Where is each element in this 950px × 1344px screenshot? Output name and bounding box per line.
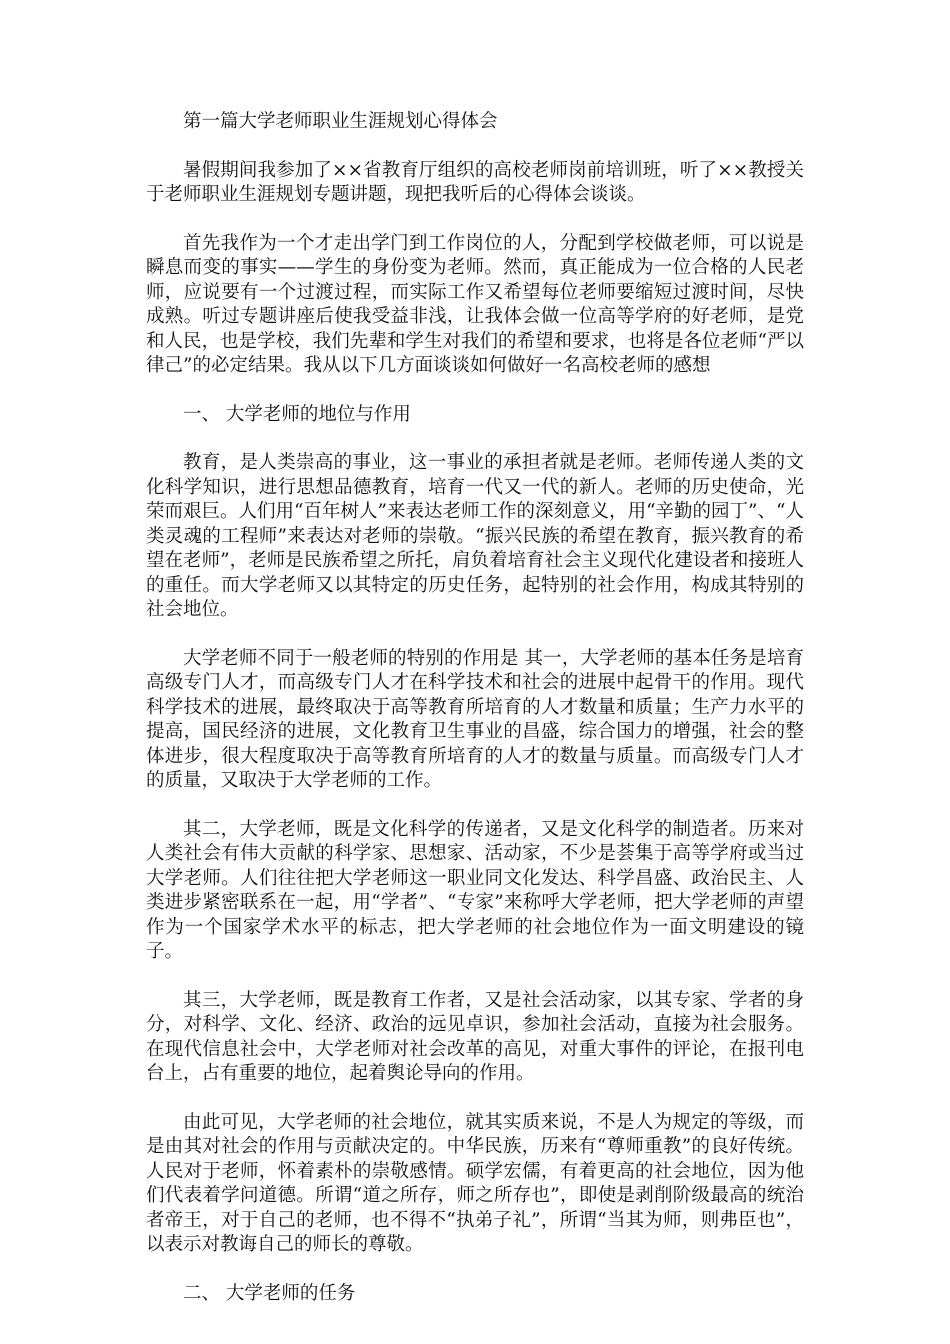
document-body <box>146 110 804 1330</box>
section1-paragraph-4: 其三，大学老师，既是教育工作者，又是社会活动家，以其专家、学者的身分，对科学、文化、经济、政治的远见卓识，参加社会活动，直接为社会服务。在现代信息社会中，大学老师对社会改革的高见，对重大事件的评论，在报刊电台上，占有重要的地位，起着舆论导向的作用。 <box>146 989 804 1084</box>
document-title: 第一篇大学老师职业生涯规划心得体会 <box>183 111 498 132</box>
section-heading-2: 二、 大学老师的任务 <box>183 1282 356 1304</box>
section-heading-1: 一、 大学老师的地位与作用 <box>183 403 411 425</box>
intro-paragraph-2: 首先我作为一个才走出学门到工作岗位的人，分配到学校做老师，可以说是瞬息而变的事实——学生的身份变为老师。然而，真正能成为一位合格的人民老师，应说要有一个过渡过程，而实际工作又希望每位老师要缩短过渡时间，尽快成熟。听过专题讲座后使我受益非浅，让我体会做一位高等学府的好老师，是党和人民，也是学校，我们先辈和学生对我们的希望和要求，也将是各位老师“严以律己”的必定结果。我从以下几方面谈谈如何做好一名高校老师的感想 <box>146 232 804 376</box>
section1-paragraph-3: 其二，大学老师，既是文化科学的传递者，又是文化科学的制造者。历来对人类社会有伟大贡献的科学家、思想家、活动家，不少是荟集于高等学府或当过大学老师。人们往往把大学老师这一职业同文化发达、科学昌盛、政治民主、人类进步紧密联系在一起，用“学者”、“专家”来称呼大学老师，把大学老师的声望作为一个国家学术水平的标志，把大学老师的社会地位作为一面文明建设的镜子。 <box>146 818 804 962</box>
section1-paragraph-1: 教育，是人类崇高的事业，这一事业的承担者就是老师。老师传递人类的文化科学知识，进行思想品德教育，培育一代又一代的新人。老师的历史使命，光荣而艰巨。人们用“百年树人”来表达老师工作的深刻意义，用“辛勤的园丁”、“人类灵魂的工程师”来表达对老师的崇敬。“振兴民族的希望在教育，振兴教育的希望在老师”，老师是民族希望之所托，肩负着培育社会主义现代化建设者和接班人的重任。而大学老师又以其特定的历史任务，起特别的社会作用，构成其特别的社会地位。 <box>146 452 804 620</box>
intro-paragraph-1: 暑假期间我参加了××省教育厅组织的高校老师岗前培训班，听了××教授关于老师职业生涯规划专题讲题，现把我听后的心得体会谈谈。 <box>146 159 804 205</box>
section1-paragraph-2: 大学老师不同于一般老师的特别的作用是 其一，大学老师的基本任务是培育高级专门人才，而高级专门人才在科学技术和社会的进展中起骨干的作用。现代科学技术的进展，最终取决于高等教育所培育的人才数量和质量；生产力水平的提高，国民经济的进展，文化教育卫生事业的昌盛，综合国力的增强，社会的整体进步，很大程度取决于高等教育所培育的人才的数量与质量。而高级专门人才的质量，又取决于大学老师的工作。 <box>146 647 804 791</box>
section1-paragraph-5: 由此可见，大学老师的社会地位，就其实质来说，不是人为规定的等级，而是由其对社会的作用与贡献决定的。中华民族，历来有“尊师重教”的良好传统。人民对于老师，怀着素朴的崇敬感情。硕学宏儒，有着更高的社会地位，因为他们代表着学问道德。所谓“道之所存，师之所存也”，即使是剥削阶级最高的统治者帝王，对于自己的老师，也不得不“执弟子礼”，所谓“当其为师，则弗臣也”，以表示对教诲自己的师长的尊敬。 <box>146 1111 804 1255</box>
